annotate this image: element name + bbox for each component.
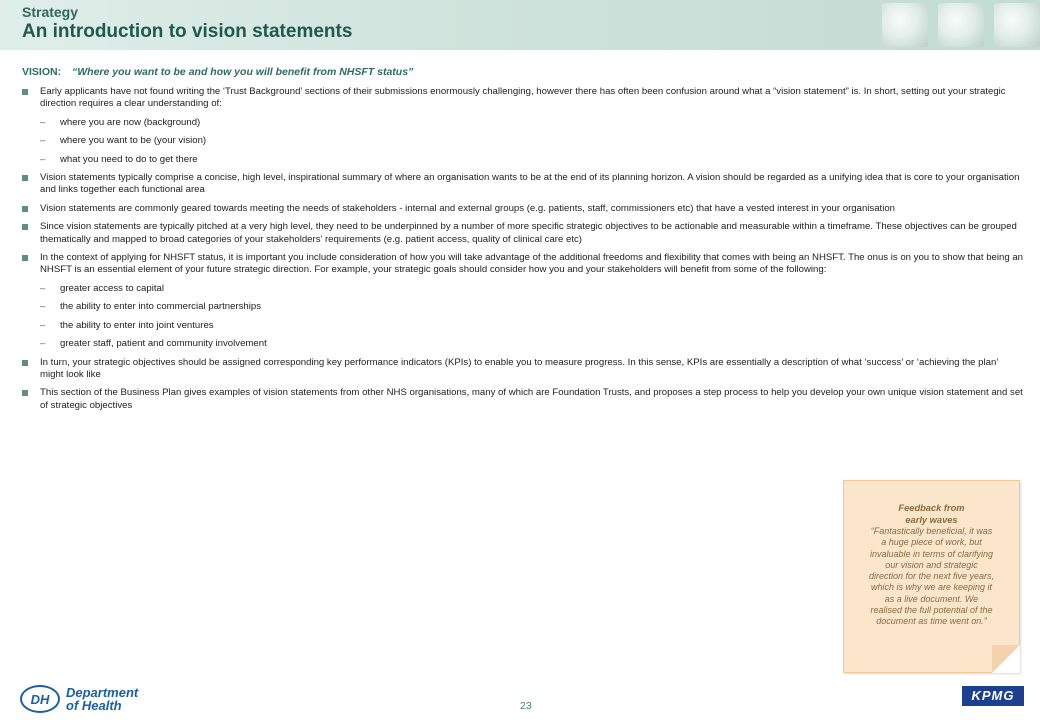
- note-title: Feedback from early waves: [898, 503, 965, 525]
- section-kicker: Strategy: [22, 4, 79, 20]
- main-content: [22, 66, 1024, 418]
- dh-wordmark: Department of Health: [66, 685, 139, 713]
- sub-item: – the ability to enter into joint ventures: [40, 319, 214, 331]
- square-bullet-icon: [22, 390, 28, 396]
- decorative-photo-3: [994, 3, 1040, 47]
- dash-icon: –: [40, 116, 46, 128]
- decorative-photo-2: [938, 3, 984, 47]
- decorative-photo-1: [882, 3, 928, 47]
- dh-mark-icon: DH: [20, 685, 60, 713]
- sub-item: – where you are now (background): [40, 116, 201, 128]
- square-bullet-icon: [22, 89, 28, 95]
- header-thumbnails: [882, 3, 1040, 47]
- square-bullet-icon: [22, 206, 28, 212]
- bullet-list: [22, 86, 1024, 412]
- dash-icon: –: [40, 319, 46, 331]
- sub-item: – where you want to be (your vision): [40, 135, 207, 147]
- page-number: 23: [520, 700, 532, 712]
- bullet-item: In the context of applying for NHSFT status, it is important you include consideration of how you will take advantage of the additional freedoms and flexibility that comes with being an NHSFT. The onus is on you to show that being an NHSFT is an essential element of your future strategic direction. For example, your strategic goals should consider how you and your stakeholders will benefit from some of the following:: [22, 252, 1024, 277]
- square-bullet-icon: [22, 255, 28, 261]
- bullet-item: In turn, your strategic objectives should be assigned corresponding key performance indicators (KPIs) to enable you to measure progress. In this sense, KPIs are essentially a description of what ‘success’ or ‘achieving the plan’ might look like: [22, 357, 1024, 382]
- bullet-item: This section of the Business Plan gives examples of vision statements from other NHS organisations, many of which are Foundation Trusts, and proposes a step process to help you develop your own unique vision statement and set of strategic objectives: [22, 387, 1024, 412]
- square-bullet-icon: [22, 175, 28, 181]
- bullet-item: Early applicants have not found writing the ‘Trust Background’ sections of their submissions enormously challenging, however there has often been confusion around what a “vision statement” is. In short, setting out your strategic direction requires a clear understanding of:: [22, 86, 1024, 111]
- vision-label: VISION:: [22, 66, 62, 78]
- dash-icon: –: [40, 301, 46, 313]
- kpmg-logo: KPMG: [962, 686, 1024, 706]
- sub-item: – what you need to do to get there: [40, 153, 198, 165]
- vision-line: [22, 66, 1024, 78]
- dh-logo: [20, 685, 138, 713]
- header-band: [0, 0, 1040, 50]
- sub-item: – greater staff, patient and community involvement: [40, 338, 267, 350]
- bullet-item: Vision statements are commonly geared towards meeting the needs of stakeholders - internal and external groups (e.g. patients, staff, commissioners etc) that have a vested interest in your organisation: [22, 203, 1024, 215]
- bullet-item: Since vision statements are typically pitched at a very high level, they need to be underpinned by a number of more specific strategic objectives to be actionable and measurable within a timeframe. These objectives can be grouped thematically and mapped to broad categories of your stakeholders’ requirements (e.g. patient access, quality of clinical care etc): [22, 221, 1024, 246]
- vision-quote: “Where you want to be and how you will benefit from NHSFT status”: [72, 66, 414, 78]
- page-title: An introduction to vision statements: [22, 21, 353, 42]
- square-bullet-icon: [22, 360, 28, 366]
- dash-icon: –: [40, 338, 46, 350]
- bullet-item: Vision statements typically comprise a concise, high level, inspirational summary of where an organisation wants to be at the end of its planning horizon. A vision should be regarded as a unifying idea that is core to your organisation and links together each functional area: [22, 172, 1024, 197]
- feedback-note: [843, 480, 1020, 673]
- note-quote: “Fantastically beneficial, it was a huge piece of work, but invaluable in terms of clarifying our vision and strategic direction for the next five years, which is why we are keeping it as a live document. We realised the full potential of the document as time went on.”: [868, 526, 995, 627]
- sub-item: – greater access to capital: [40, 282, 164, 294]
- page-curl-icon: [992, 645, 1020, 673]
- dash-icon: –: [40, 135, 46, 147]
- dash-icon: –: [40, 153, 46, 165]
- dash-icon: –: [40, 282, 46, 294]
- sub-item: – the ability to enter into commercial partnerships: [40, 301, 262, 313]
- square-bullet-icon: [22, 224, 28, 230]
